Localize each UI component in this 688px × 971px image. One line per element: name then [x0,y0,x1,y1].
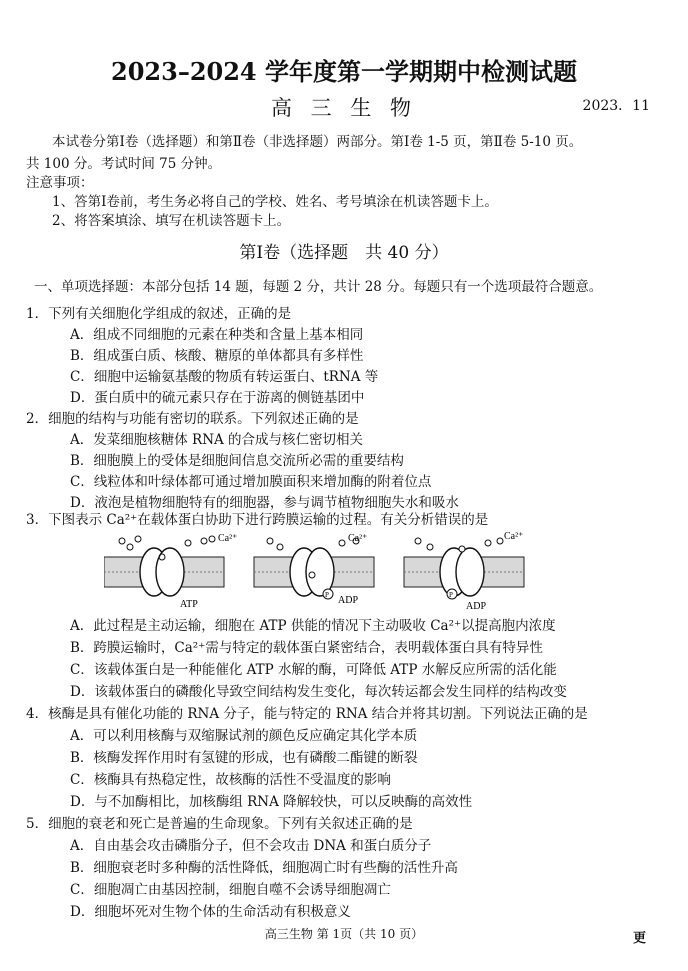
question-2-option-a: A．发菜细胞核糖体 RNA 的合成与核仁密切相关 [70,432,364,448]
ion-label-3: Ca²⁺ [504,531,524,542]
notice-title: 注意事项： [26,175,94,191]
transport-panel-1 [104,533,237,610]
atp-label: ATP [180,599,198,610]
question-4-option-d: D．与不加酶相比，加核酶组 RNA 降解较快，可以反映酶的高效性 [70,794,473,810]
transport-panel-3 [404,531,524,612]
question-4-option-a: A．可以利用核酶与双缩脲试剂的颜色反应确定其化学本质 [70,728,418,744]
question-2-option-b: B．细胞膜上的受体是细胞间信息交流所必需的重要结构 [70,453,404,469]
question-4-option-c: C．核酶具有热稳定性，故核酶的活性不受温度的影响 [70,772,391,788]
question-4-stem: 4．核酶是具有催化功能的 RNA 分子，能与特定的 RNA 结合并将其切割。下列说法正确的是 [26,706,588,722]
question-5-option-c: C．细胞凋亡由基因控制，细胞自噬不会诱导细胞凋亡 [70,882,391,898]
adp-label-1: ADP [338,595,359,606]
question-4-option-b: B．核酶发挥作用时有氢键的形成，也有磷酸二酯键的断裂 [70,750,418,766]
section-heading: 第Ⅰ卷（选择题 共 40 分） [239,243,449,263]
phosphate-label-1: P [325,591,329,599]
exam-date: 2023．11 [582,98,650,114]
intro-line-2: 共 100 分。考试时间 75 分钟。 [26,156,222,172]
question-5-stem: 5．细胞的衰老和死亡是普遍的生命现象。下列有关叙述正确的是 [26,816,413,832]
question-2-option-d: D．液泡是植物细胞特有的细胞器，参与调节植物细胞失水和吸水 [70,495,459,511]
page-footer: 高三生物 第 1页（共 10 页） [264,927,424,941]
question-1-option-c: C．细胞中运输氨基酸的物质有转运蛋白、tRNA 等 [70,369,379,385]
intro-line-1: 本试卷分第Ⅰ卷（选择题）和第Ⅱ卷（非选择题）两部分。第Ⅰ卷 1-5 页，第Ⅱ卷 5-10 页。 [52,134,583,150]
question-1-option-a: A．组成不同细胞的元素在种类和含量上基本相同 [70,327,364,343]
adp-label-2: ADP [466,601,487,612]
question-5-option-a: A．自由基会攻击磷脂分子，但不会攻击 DNA 和蛋白质分子 [70,838,432,854]
question-1-option-b: B．组成蛋白质、核酸、糖原的单体都具有多样性 [70,348,364,364]
exam-title: 2023–2024 学年度第一学期期中检测试题 [111,57,577,86]
corner-mark: 更 [632,931,646,946]
question-3-option-c: C．该载体蛋白是一种能催化 ATP 水解的酶，可降低 ATP 水解反应所需的活化能 [70,662,557,678]
question-1-option-d: D．蛋白质中的硫元素只存在于游离的侧链基团中 [70,390,365,406]
question-3-stem: 3．下图表示 Ca²⁺在载体蛋白协助下进行跨膜运输的过程。有关分析错误的是 [26,512,489,528]
question-1-stem: 1．下列有关细胞化学组成的叙述，正确的是 [26,306,292,322]
question-5-option-d: D．细胞坏死对生物个体的生命活动有积极意义 [70,904,351,920]
notice-item-1: 1、答第Ⅰ卷前，考生务必将自己的学校、姓名、考号填涂在机读答题卡上。 [52,194,498,210]
calcium-transport-figure [104,527,544,613]
ion-label-2: Ca²⁺ [348,533,368,544]
question-2-option-c: C．线粒体和叶绿体都可通过增加膜面积来增加酶的附着位点 [70,474,432,490]
question-5-option-b: B．细胞衰老时多种酶的活性降低，细胞凋亡时有些酶的活性升高 [70,860,458,876]
ion-label-1: Ca²⁺ [218,533,238,544]
question-3-option-b: B．跨膜运输时，Ca²⁺需与特定的载体蛋白紧密结合，表明载体蛋白具有特异性 [70,640,543,656]
exam-subject: 高 三 生 物 [270,96,418,120]
transport-panel-2 [254,533,374,606]
question-3-option-d: D．该载体蛋白的磷酸化导致空间结构发生变化，每次转运都会发生同样的结构改变 [70,684,567,700]
question-3-option-a: A．此过程是主动运输，细胞在 ATP 供能的情况下主动吸收 Ca²⁺以提高胞内浓度 [70,618,556,634]
phosphate-label-2: P [449,591,453,599]
notice-item-2: 2、将答案填涂、填写在机读答题卡上。 [52,213,291,229]
question-2-stem: 2．细胞的结构与功能有密切的联系。下列叙述正确的是 [26,411,359,427]
section-instructions: 一、单项选择题：本部分包括 14 题，每题 2 分，共计 28 分。每题只有一个选项最符合题意。 [34,279,603,295]
